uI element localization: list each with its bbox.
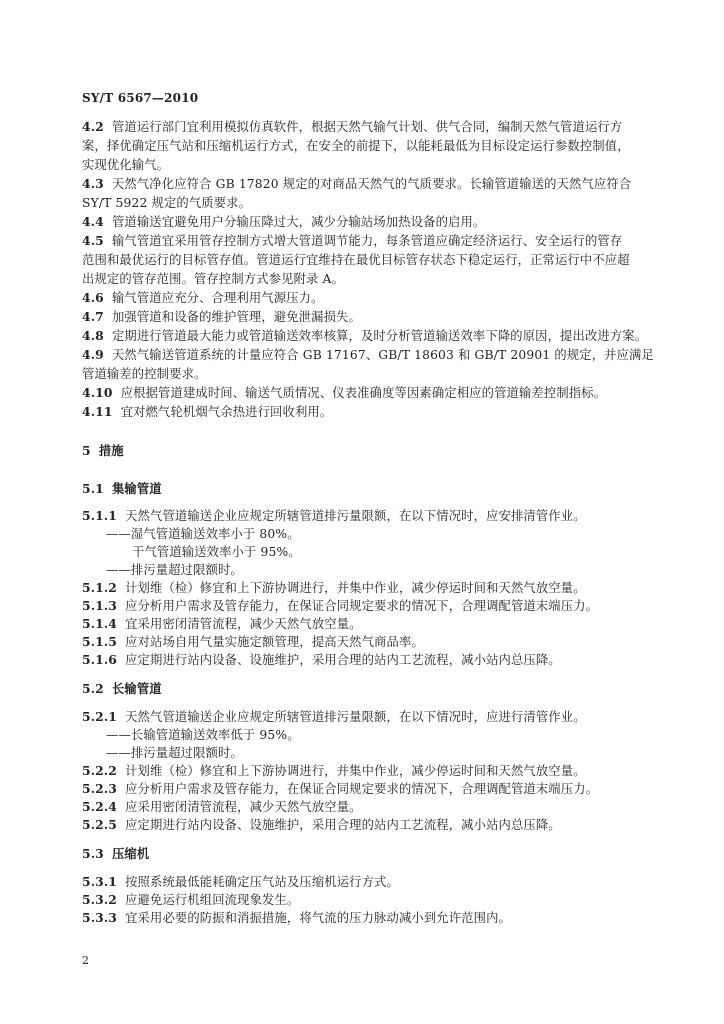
section-heading — [82, 846, 149, 862]
clause-number: 5.3 — [82, 846, 104, 861]
clause-text: 压缩机 — [111, 846, 150, 861]
text-line — [82, 385, 606, 401]
clause-text: 应根据管道建成时间、输送气质情况、仪表准确度等因素确定相应的管道输差控制指标。 — [120, 386, 607, 400]
text-line — [82, 366, 206, 382]
clause-text: 实现优化输气。 — [82, 158, 170, 172]
text-line — [82, 252, 630, 268]
text-line — [82, 214, 485, 230]
clause-text: 计划维（检）修宜和上下游协调进行，并集中作业，减少停运时间和天然气放空量。 — [125, 764, 586, 778]
clause-text: 输气管道宜采用管存控制方式增大管道调节能力，每条管道应确定经济运行、安全运行的管存 — [111, 234, 623, 248]
clause-number: 4.2 — [82, 119, 104, 134]
clause-number: 4.7 — [82, 309, 104, 324]
clause-text: 输气管道应充分、合理利用气源压力。 — [111, 291, 324, 305]
clause-number: 4.6 — [82, 290, 104, 305]
clause-text: 应对站场自用气量实施定额管理，提高天然气商品率。 — [125, 635, 424, 649]
text-line — [82, 874, 399, 890]
clause-number: 5.3.2 — [82, 892, 117, 907]
text-line — [106, 526, 300, 542]
text-line — [82, 271, 344, 287]
clause-number: 5.1.5 — [82, 634, 117, 649]
text-line — [82, 910, 511, 926]
text-line — [82, 709, 586, 725]
clause-number: 5.2.2 — [82, 763, 117, 778]
clause-text: ——湿气管道输送效率小于 80%。 — [106, 527, 300, 541]
clause-text: 范围和最优运行的目标管存值。管道运行宜维持在最优目标管存状态下稳定运行，正常运行中不应超 — [82, 253, 630, 267]
text-line — [82, 616, 362, 632]
text-line — [82, 157, 169, 173]
section-heading — [82, 681, 162, 697]
text-line — [82, 328, 647, 344]
clause-text: 措施 — [98, 443, 124, 458]
section-heading — [82, 443, 124, 459]
clause-number: 4.10 — [82, 385, 113, 400]
text-line — [82, 176, 631, 192]
text-line — [82, 309, 361, 325]
clause-number: 5 — [82, 443, 91, 458]
clause-number: 5.3.3 — [82, 910, 117, 925]
clause-number: 5.1.2 — [82, 580, 117, 595]
text-line — [82, 652, 561, 668]
clause-number: 5.1.1 — [82, 508, 117, 523]
clause-text: 管道输差的控制要求。 — [82, 367, 207, 381]
text-line — [82, 892, 299, 908]
clause-text: 管道运行部门宜利用模拟仿真软件，根据天然气输气计划、供气合同，编制天然气管道运行方 — [111, 120, 623, 134]
clause-text: 定期进行管道最大能力或管道输送效率核算，及时分析管道输送效率下降的原因，提出改进方案。 — [111, 329, 648, 343]
clause-text: 加强管道和设备的维护管理，避免泄漏损失。 — [111, 310, 361, 324]
clause-text: 应分析用户需求及管存能力，在保证合同规定要求的情况下，合理调配管道末端压力。 — [125, 782, 599, 796]
text-line — [106, 745, 243, 761]
clause-text: 宜采用必要的防振和消振措施，将气流的压力脉动减小到允许范围内。 — [125, 911, 511, 925]
clause-number: 5.1.4 — [82, 616, 117, 631]
text-line — [106, 562, 243, 578]
clause-number: 5.2.4 — [82, 799, 117, 814]
text-line — [82, 195, 251, 211]
clause-number: 4.5 — [82, 233, 104, 248]
clause-text: 按照系统最低能耗确定压气站及压缩机运行方式。 — [125, 875, 399, 889]
clause-text: 应分析用户需求及管存能力，在保证合同规定要求的情况下，合理调配管道末端压力。 — [125, 599, 599, 613]
clause-text: 集输管道 — [111, 481, 162, 496]
clause-number: 5.3.1 — [82, 874, 117, 889]
text-line — [82, 508, 586, 524]
clause-text: 天然气管道输送企业应规定所辖管道排污量限额，在以下情况时，应安排清管作业。 — [125, 509, 586, 523]
clause-text: 干气管道输送效率小于 95%。 — [132, 545, 301, 559]
clause-number: 5.2 — [82, 681, 104, 696]
clause-number: 5.2.5 — [82, 817, 117, 832]
text-line — [82, 763, 586, 779]
text-line — [82, 138, 630, 154]
clause-text: SY/T 5922 规定的气质要求。 — [82, 196, 252, 210]
clause-number: 5.1.6 — [82, 652, 117, 667]
text-line — [106, 727, 300, 743]
section-heading — [82, 481, 162, 497]
clause-text: 宜对燃气轮机烟气余热进行回收利用。 — [120, 405, 333, 419]
clause-text: 管道输送宜避免用户分输压降过大，减少分输站场加热设备的启用。 — [111, 215, 486, 229]
clause-text: 天然气输送管道系统的计量应符合 GB 17167、GB/T 18603 和 GB/T 20901 的规定，并应满足 — [111, 348, 654, 362]
document-header: SY/T 6567—2010 — [82, 91, 199, 105]
clause-text: 应定期进行站内设备、设施维护，采用合理的站内工艺流程，减小站内总压降。 — [125, 818, 561, 832]
clause-text: 应避免运行机组回流现象发生。 — [125, 893, 300, 907]
text-line — [82, 347, 654, 363]
text-line — [82, 781, 598, 797]
clause-number: 5.1 — [82, 481, 104, 496]
clause-number: 4.11 — [82, 404, 113, 419]
text-line — [82, 799, 362, 815]
clause-number: 5.2.3 — [82, 781, 117, 796]
clause-number: 4.8 — [82, 328, 104, 343]
clause-text: 应采用密闭清管流程，减少天然气放空量。 — [125, 800, 362, 814]
clause-text: 宜采用密闭清管流程，减少天然气放空量。 — [125, 617, 362, 631]
text-line — [82, 634, 424, 650]
text-line — [132, 544, 301, 560]
page-number: 2 — [82, 954, 89, 967]
clause-number: 4.4 — [82, 214, 104, 229]
clause-number: 4.9 — [82, 347, 104, 362]
clause-text: 天然气净化应符合 GB 17820 规定的对商品天然气的气质要求。长输管道输送的天然气应符合 — [111, 177, 632, 191]
clause-text: 案，择优确定压气站和压缩机运行方式，在安全的前提下，以能耗最低为目标设定运行参数控制值， — [82, 139, 630, 153]
text-line — [82, 580, 586, 596]
clause-number: 4.3 — [82, 176, 104, 191]
clause-text: 应定期进行站内设备、设施维护，采用合理的站内工艺流程，减小站内总压降。 — [125, 653, 561, 667]
clause-number: 5.2.1 — [82, 709, 117, 724]
text-line — [82, 290, 324, 306]
clause-text: 长输管道 — [111, 681, 162, 696]
text-line — [82, 233, 622, 249]
clause-text: 天然气管道输送企业应规定所辖管道排污量限额，在以下情况时，应进行清管作业。 — [125, 710, 586, 724]
clause-text: ——排污量超过限额时。 — [106, 563, 243, 577]
clause-text: 出规定的管存范围。管存控制方式参见附录 A。 — [82, 272, 345, 286]
text-line — [82, 404, 332, 420]
clause-text: ——长输管道输送效率低于 95%。 — [106, 728, 300, 742]
text-line — [82, 598, 598, 614]
clause-number: 5.1.3 — [82, 598, 117, 613]
clause-text: ——排污量超过限额时。 — [106, 746, 243, 760]
text-line — [82, 119, 622, 135]
clause-text: 计划维（检）修宜和上下游协调进行，并集中作业，减少停运时间和天然气放空量。 — [125, 581, 586, 595]
text-line — [82, 817, 561, 833]
